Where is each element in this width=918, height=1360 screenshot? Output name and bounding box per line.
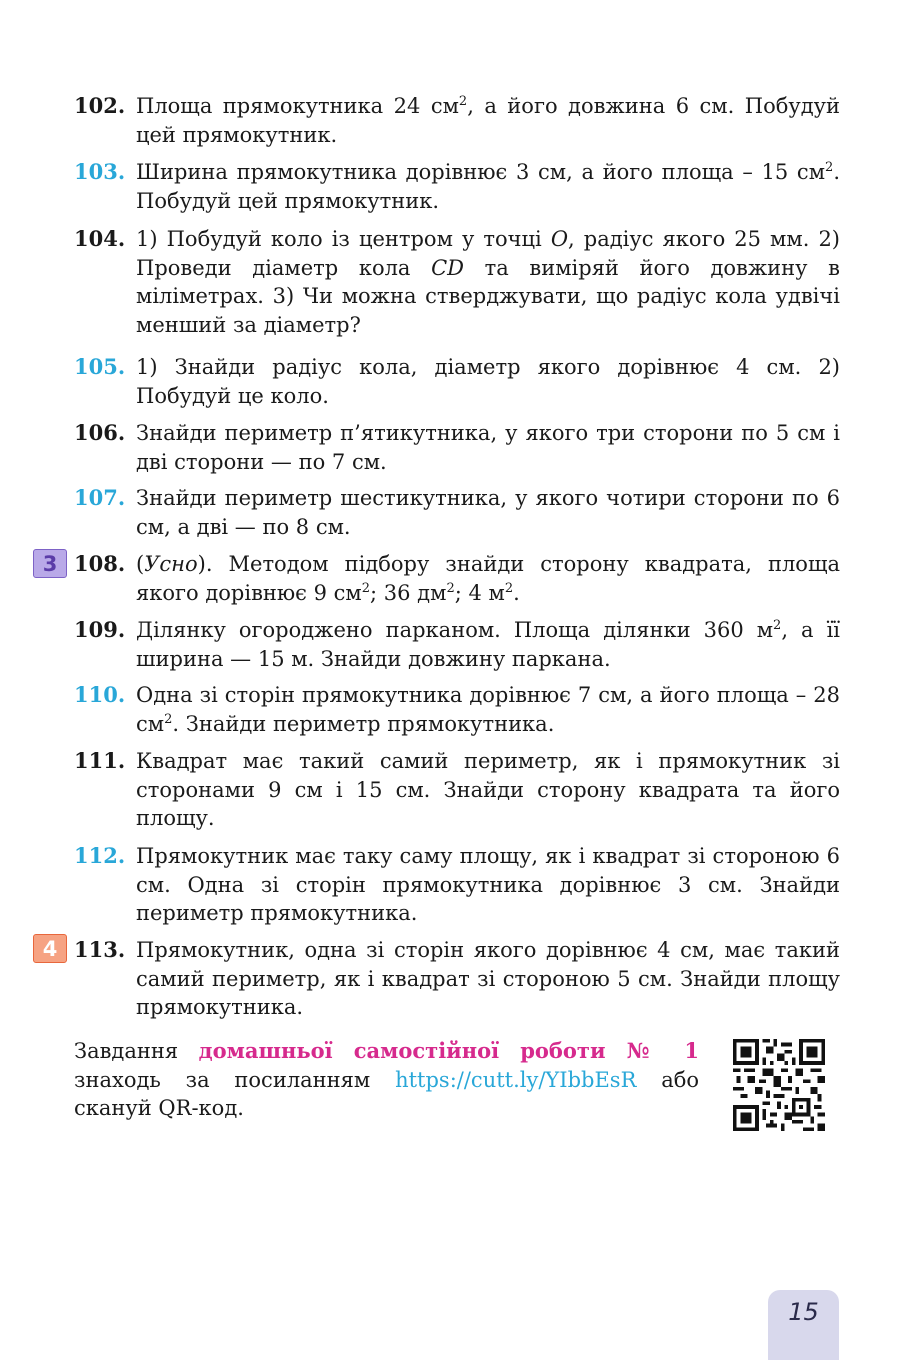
problem-number: 108. [74, 551, 126, 576]
problem-number: 111. [74, 748, 126, 773]
problem-112 [74, 842, 840, 928]
problem-number: 102. [74, 93, 126, 118]
problem-105 [74, 353, 840, 410]
problem-107 [74, 484, 840, 541]
problem-number: 105. [74, 354, 126, 379]
problem-number: 106. [74, 420, 126, 445]
problem-number: 110. [74, 682, 126, 707]
problem-text: Ширина прямокутника дорівнює 3 см, а його площа – 15 $см^2$. Побудуй цей прямокутник. [136, 160, 840, 213]
problem-number: 104. [74, 226, 126, 251]
problem-number: 107. [74, 485, 126, 510]
problem-text: 1) Знайди радіус кола, діаметр якого дорівнює 4 см. 2) Побудуй це коло. [136, 355, 840, 408]
qr-code[interactable] [733, 1039, 825, 1131]
problem-text: Одна зі сторін прямокутника дорівнює 7 см, а його площа – 28 $см^2$. Знайди периметр прямокутника. [136, 683, 840, 736]
problem-number: 112. [74, 843, 126, 868]
homework-highlight: домашньої самостійної роботи № 1 [198, 1038, 699, 1063]
problem-113 [74, 936, 840, 1022]
difficulty-badge-3: 3 [33, 549, 67, 578]
problem-text: Прямокутник має таку саму площу, як і квадрат зі стороною 6 см. Одна зі сторін прямокутника дорівнює 3 см. Знайди периметр прямокутника. [136, 844, 840, 925]
problem-text: 1) Побудуй коло із центром у точці O, радіус якого 25 мм. 2) Проведи діаметр кола CD та виміряй його довжину в міліметрах. 3) Чи можна стверджувати, що радіус кола удвічі менший за діаметр? [136, 227, 840, 337]
problem-text: Знайди периметр п’ятикутника, у якого три сторони по 5 см і дві сторони — по 7 см. [136, 421, 840, 474]
homework-note: Завдання домашньої самостійної роботи № 1 знаходь за посиланням https://cutt.ly/YIbbEsR або скануй QR-код. [74, 1038, 700, 1120]
difficulty-badge-4: 4 [33, 934, 67, 963]
problem-106 [74, 419, 840, 476]
problem-text: Квадрат має такий самий периметр, як і прямокутник зі сторонами 9 см і 15 см. Знайди сторону квадрата та його площу. [136, 749, 840, 830]
problem-104 [74, 225, 840, 339]
problem-108 [74, 550, 840, 607]
problem-number: 113. [74, 937, 126, 962]
problem-text: (Усно). Методом підбору знайди сторону квадрата, площа якого дорівнює 9 $см^2$; 36 $дм^2$; 4 $м^2$. [136, 552, 840, 605]
problem-number: 103. [74, 159, 126, 184]
problem-109 [74, 616, 840, 673]
page-number: 15 [788, 1298, 819, 1326]
problem-text: Ділянку огороджено парканом. Площа ділянки 360 $м^2$, а її ширина — 15 м. Знайди довжину паркана. [136, 618, 840, 671]
problem-103 [74, 158, 840, 215]
problem-110 [74, 681, 840, 738]
homework-link[interactable]: https://cutt.ly/YIbbEsR [395, 1067, 637, 1092]
problem-102 [74, 92, 840, 149]
problem-111 [74, 747, 840, 833]
problem-text: Площа прямокутника 24 $см^2$, а його довжина 6 см. Побудуй цей прямокутник. [136, 94, 840, 147]
problem-number: 109. [74, 617, 126, 642]
problem-text: Прямокутник, одна зі сторін якого дорівнює 4 см, має такий самий периметр, як і квадрат зі стороною 5 см. Знайди площу прямокутника. [136, 938, 840, 1019]
page-number-tab [768, 1290, 839, 1360]
problem-text: Знайди периметр шестикутника, у якого чотири сторони по 6 см, а дві — по 8 см. [136, 486, 840, 539]
